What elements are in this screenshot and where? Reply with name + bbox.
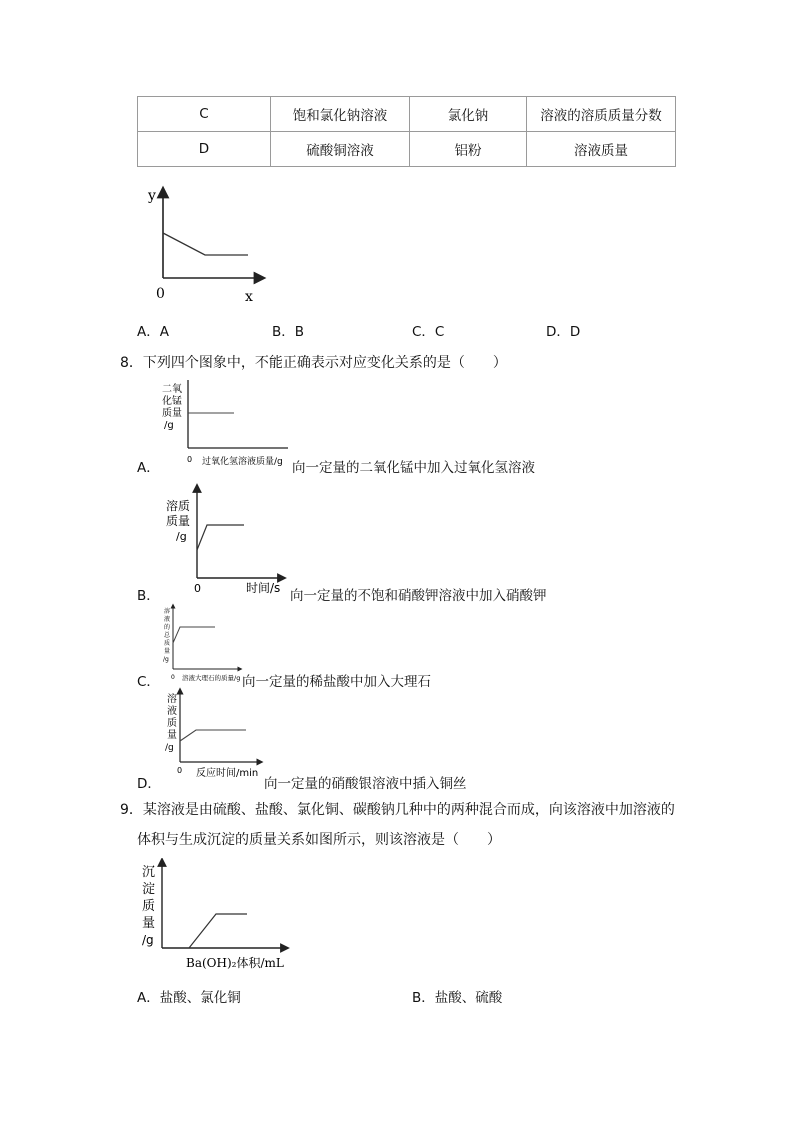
y-label: 总 bbox=[164, 632, 171, 639]
q9-option-a[interactable]: A．盐酸、氯化铜 bbox=[137, 990, 241, 1006]
y-label: y bbox=[148, 188, 156, 204]
q8-option-c-letter[interactable]: C． bbox=[137, 674, 160, 690]
y-label: 量 bbox=[167, 730, 177, 741]
table-cell: D bbox=[138, 132, 271, 167]
table-cell: 溶液质量 bbox=[527, 132, 676, 167]
y-label: 质量 bbox=[166, 514, 191, 528]
q8-option-d-letter[interactable]: D． bbox=[137, 776, 161, 792]
graph-curve bbox=[180, 730, 246, 741]
q9-graph bbox=[140, 858, 290, 973]
q9-stem-line2: 体积与生成沉淀的质量关系如图所示，则该溶液是（ ） bbox=[137, 832, 501, 848]
q8-option-c-text: 向一定量的稀盐酸中加入大理石 bbox=[242, 674, 431, 690]
origin-label: 0 bbox=[177, 766, 183, 775]
y-label: 溶质 bbox=[166, 499, 191, 513]
table-cell: 硫酸铜溶液 bbox=[271, 132, 410, 167]
option-c[interactable]: C．C bbox=[412, 324, 445, 340]
origin-label: 0 bbox=[171, 674, 175, 681]
y-label: 质 bbox=[167, 718, 177, 729]
table-cell: 铝粉 bbox=[410, 132, 527, 167]
y-label: /g bbox=[176, 530, 187, 543]
q8-option-a-letter[interactable]: A． bbox=[137, 460, 160, 476]
graph-curve bbox=[189, 914, 247, 948]
y-label: 淀 bbox=[142, 882, 156, 897]
q8-option-b-letter[interactable]: B． bbox=[137, 588, 160, 604]
origin-label: 0 bbox=[156, 286, 165, 302]
y-label: 质量 bbox=[162, 408, 182, 419]
q8-stem: 8．下列四个图象中，不能正确表示对应变化关系的是（ ） bbox=[120, 355, 507, 371]
table-cell: 氯化钠 bbox=[410, 97, 527, 132]
y-label: 二氧 bbox=[162, 384, 182, 395]
q8-graph-b bbox=[160, 482, 290, 597]
y-label: 液 bbox=[167, 706, 177, 717]
q8-graph-c bbox=[160, 603, 245, 685]
q7-graph bbox=[140, 182, 270, 307]
table-cell: 饱和氯化钠溶液 bbox=[271, 97, 410, 132]
graph-curve bbox=[197, 525, 244, 550]
q9-stem-line1: 9．某溶液是由硫酸、盐酸、氯化铜、碳酸钠几种中的两种混合而成，向该溶液中加溶液的 bbox=[120, 802, 675, 818]
q8-option-d-text: 向一定量的硝酸银溶液中插入铜丝 bbox=[264, 776, 467, 792]
graph-curve bbox=[163, 233, 248, 255]
y-label: 量 bbox=[142, 916, 156, 931]
table-row bbox=[138, 132, 676, 167]
table-cell: 溶液的溶质质量分数 bbox=[527, 97, 676, 132]
table-row bbox=[138, 97, 676, 132]
origin-label: 0 bbox=[187, 455, 193, 464]
y-label: /g bbox=[164, 420, 174, 431]
option-a[interactable]: A．A bbox=[137, 324, 169, 340]
y-label: /g bbox=[165, 743, 174, 753]
graph-curve bbox=[173, 627, 215, 643]
y-label: 溶 bbox=[167, 694, 177, 705]
x-label: x bbox=[245, 289, 253, 305]
option-d[interactable]: D．D bbox=[546, 324, 581, 340]
y-label: 质 bbox=[142, 899, 156, 914]
y-label: 质 bbox=[164, 640, 171, 647]
x-label: 溶液大理石的质量/g bbox=[182, 674, 241, 682]
y-label: 量 bbox=[164, 648, 171, 655]
option-b[interactable]: B．B bbox=[272, 324, 305, 340]
answer-table bbox=[137, 96, 676, 167]
y-label: /g bbox=[163, 656, 169, 663]
y-label: 溶 bbox=[164, 608, 171, 615]
x-label: Ba(OH)₂体积/mL bbox=[186, 956, 284, 970]
q9-option-b[interactable]: B．盐酸、硫酸 bbox=[412, 990, 503, 1006]
q8-option-a-text: 向一定量的二氧化锰中加入过氧化氢溶液 bbox=[292, 460, 535, 476]
x-label: 时间/s bbox=[246, 581, 281, 595]
q8-graph-d bbox=[160, 687, 265, 782]
x-label: 过氧化氢溶液质量/g bbox=[202, 457, 283, 467]
origin-label: 0 bbox=[194, 582, 201, 595]
x-label: 反应时间/min bbox=[196, 768, 259, 779]
q8-graph-a bbox=[160, 378, 295, 470]
y-label: 液 bbox=[164, 616, 171, 623]
y-label: 化锰 bbox=[162, 396, 182, 407]
y-label: 沉 bbox=[142, 865, 156, 880]
y-label: 的 bbox=[164, 624, 171, 631]
q8-option-b-text: 向一定量的不饱和硝酸钾溶液中加入硝酸钾 bbox=[290, 588, 547, 604]
table-cell: C bbox=[138, 97, 271, 132]
y-label: /g bbox=[142, 933, 154, 947]
